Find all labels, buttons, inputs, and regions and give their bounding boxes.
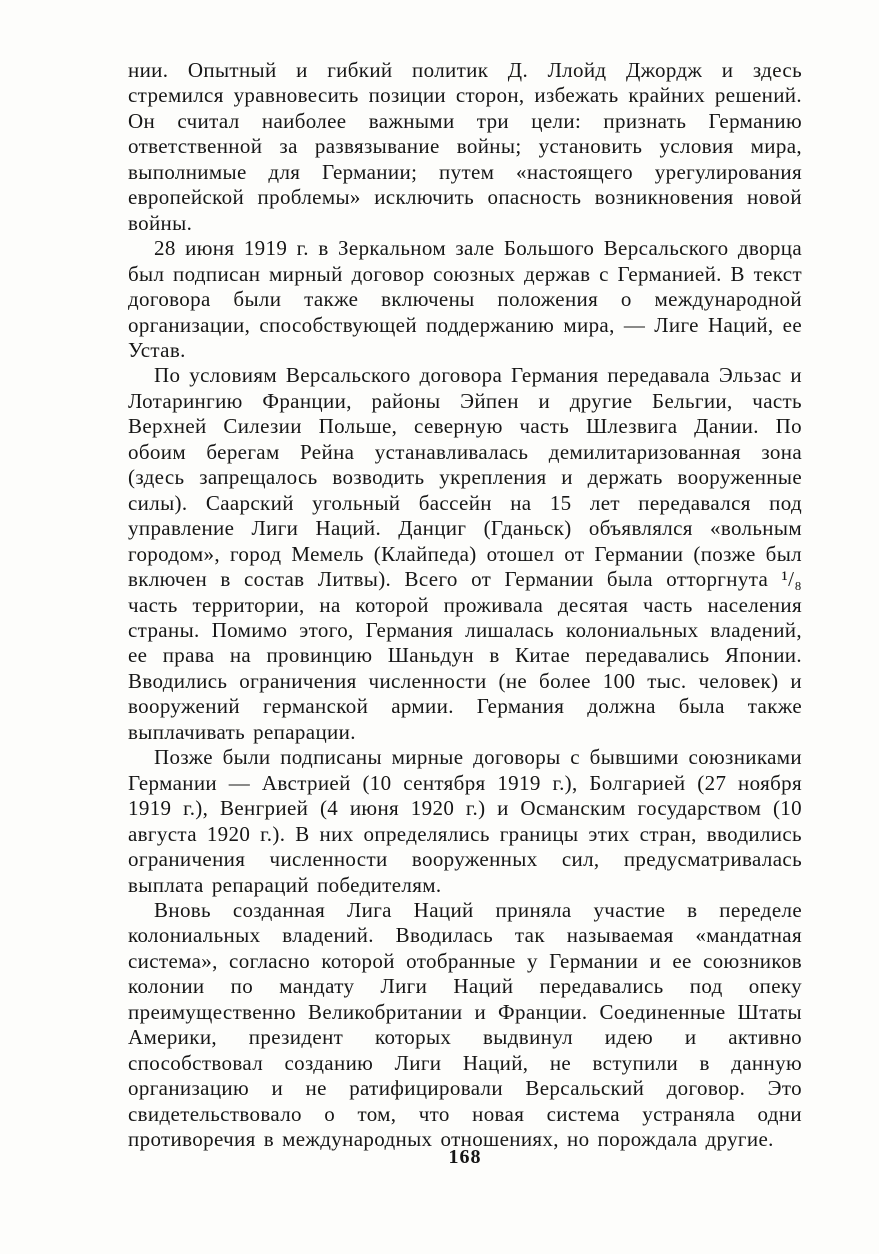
paragraph-versailles-signing: 28 июня 1919 г. в Зеркальном зале Большого Версальского дворца был подписан мирный договор союзных держав с Германией. В текст договора были также включены положения о международной организации, способствующей поддержанию мира, — Лиге Наций, ее Устав. [128,236,802,362]
page-number: 168 [448,1146,482,1168]
paragraph-other-treaties: Позже были подписаны мирные договоры с бывшими союзниками Германии — Австрией (10 сентября 1919 г.), Болгарией (27 ноября 1919 г.), Венгрией (4 июня 1920 г.) и Османским государством (10 августа 1920 г.). В них определялись границы этих стран, вводились ограничения численности вооруженных сил, предусматривалась выплата репараций победителям. [128,745,802,897]
paragraph-continuation: нии. Опытный и гибкий политик Д. Ллойд Джордж и здесь стремился уравновесить позиции сторон, избежать крайних решений. Он считал наиболее важными три цели: признать Германию ответственной за развязывание войны; установить условия мира, выполнимые для Германии; путем «настоящего урегулирования европейской проблемы» исключить опасность возникновения новой войны. [128,58,802,235]
paragraph-league-of-nations: Вновь созданная Лига Наций приняла участие в переделе колониальных владений. Вводилась так называемая «мандатная система», согласно которой отобранные у Германии и ее союзников колонии по мандату Лиги Наций передавались под опеку преимущественно Великобритании и Франции. Соединенные Штаты Америки, президент которых выдвинул идею и активно способствовал созданию Лиги Наций, не вступили в данную организацию и не ратифицировали Версальский договор. Это свидетельствовало о том, что новая система устраняла одни противоречия в международных отношениях, но порождала другие. [128,897,802,1152]
paragraph-treaty-terms: По условиям Версальского договора Германия передавала Эльзас и Лотарингию Франции, районы Эйпен и другие Бельгии, часть Верхней Силезии Польше, северную часть Шлезвига Дании. По обоим берегам Рейна устанавливалась демилитаризованная зона (здесь запрещалось возводить укрепления и держать вооруженные силы). Саарский угольный бассейн на 15 лет передавался под управление Лиги Наций. Данциг (Гданьск) объявлялся «вольным городом», город Мемель (Клайпеда) отошел от Германии (позже был включен в состав Литвы). Всего от Германии была отторгнута ¹/₈ часть территории, на которой проживала десятая часть населения страны. Помимо этого, Германия лишалась колониальных владений, ее права на провинцию Шаньдун в Китае передавались Японии. Вводились ограничения численности (не более 100 тыс. человек) и вооружений германской армии. Германия должна была также выплачивать репарации. [128,363,802,744]
page-text-block [128,58,802,1152]
